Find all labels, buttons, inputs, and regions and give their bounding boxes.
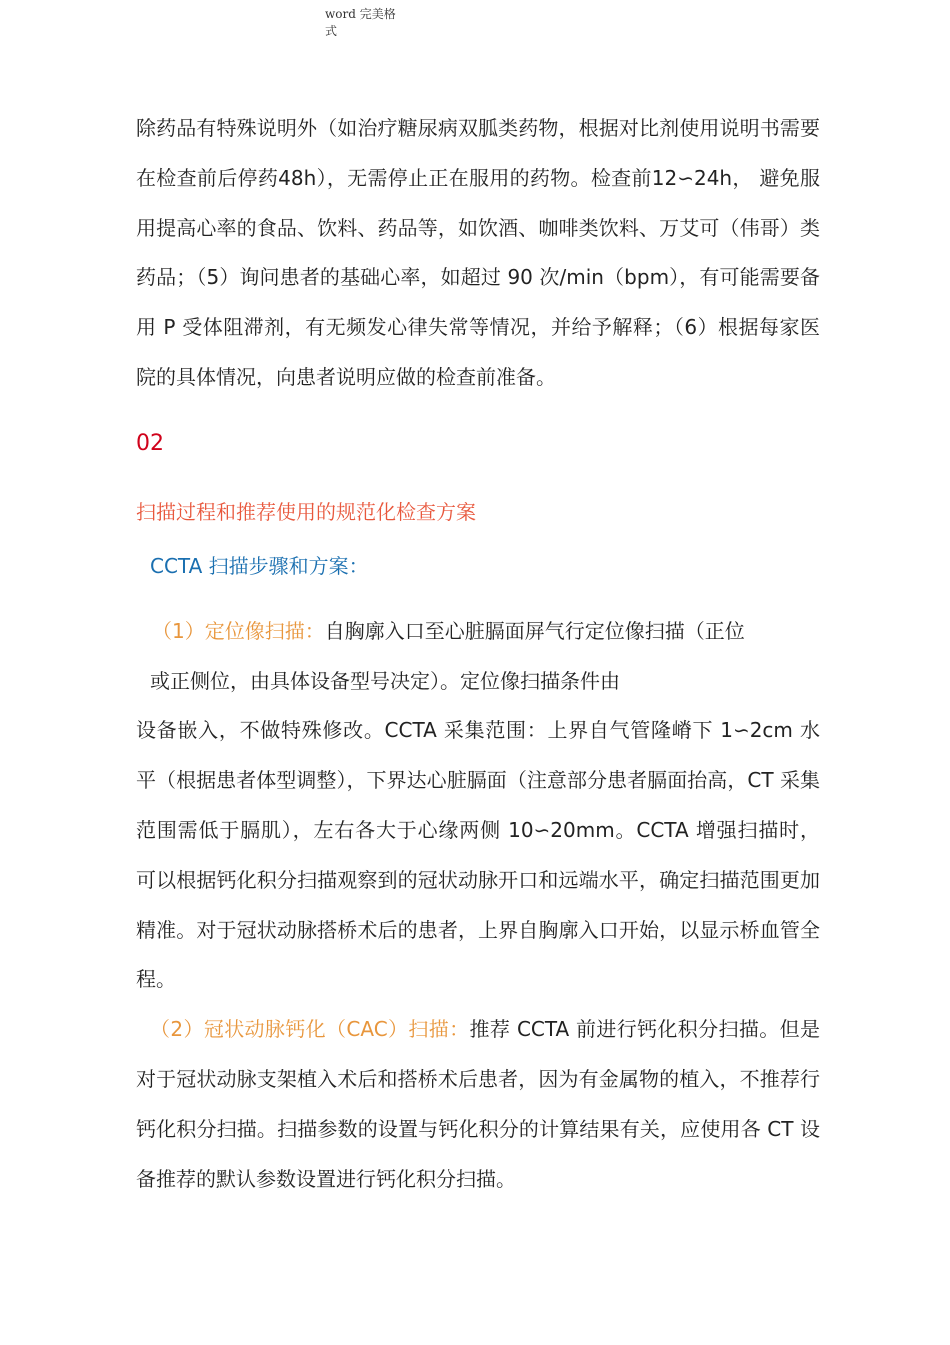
intro-paragraph: 除药品有特殊说明外（如治疗糖尿病双胍类药物，根据对比剂使用说明书需要在检查前后停药48h），无需停止正在服用的药物。检查前12∽24h， 避免服用提高心率的食品、饮料、药品等，如饮酒、咖啡类饮料、万艾可（伟哥）类药品；（5）询问患者的基础心率，如超过 90 次/min（bpm），有可能需要备用 P 受体阻滞剂，有无频发心律失常等情况，并给予解释；（6）根据每家医院的具体情况，向患者说明应做的检查前准备。 [136, 116, 820, 389]
step1-paragraph-line1 [136, 607, 820, 657]
page-header [325, 6, 415, 40]
ccta-subheading: CCTA 扫描步骤和方案： [150, 553, 369, 578]
step1-paragraph-rest: 设备嵌入，不做特殊修改。CCTA 采集范围：上界自气管隆嵴下 1∽2cm 水平（根据患者体型调整），下界达心脏膈面（注意部分患者膈面抬高，CT 采集范围需低于膈肌），左右各大于心缘两侧 10∽20mm。CCTA 增强扫描时， 可以根据钙化积分扫描观察到的冠状动脉开口和远端水平，确定扫描范围更加精准。对于冠状动脉搭桥术后的患者，上界自胸廓入口开始，以显示桥血管全程。 [136, 718, 820, 992]
step2-paragraph [136, 1005, 820, 1204]
step1-label: （1）定位像扫描： [152, 618, 325, 643]
section-number: 02 [136, 430, 164, 456]
section-title: 扫描过程和推荐使用的规范化检查方案 [136, 499, 476, 524]
step2-label: （2）冠状动脉钙化（CAC）扫描： [150, 1017, 470, 1042]
step1-paragraph-line2: 或正侧位，由具体设备型号决定）。定位像扫描条件由 [150, 668, 620, 693]
step2-text: 推荐 CCTA 前进行钙化积分扫描。但是对于冠状动脉支架植入术后和搭桥术后患者，因为有金属物的植入，不推荐行钙化积分扫描。扫描参数的设置与钙化积分的计算结果有关，应使用各 CT 设备推荐的默认参数设置进行钙化积分扫描。 [136, 1017, 820, 1191]
step1-text-line1: 自胸廓入口至心脏膈面屏气行定位像扫描（正位 [324, 618, 745, 643]
header-label-line2: 式 [325, 24, 338, 38]
header-label-line1: word 完美格 [325, 7, 396, 21]
document-body [136, 104, 820, 1204]
